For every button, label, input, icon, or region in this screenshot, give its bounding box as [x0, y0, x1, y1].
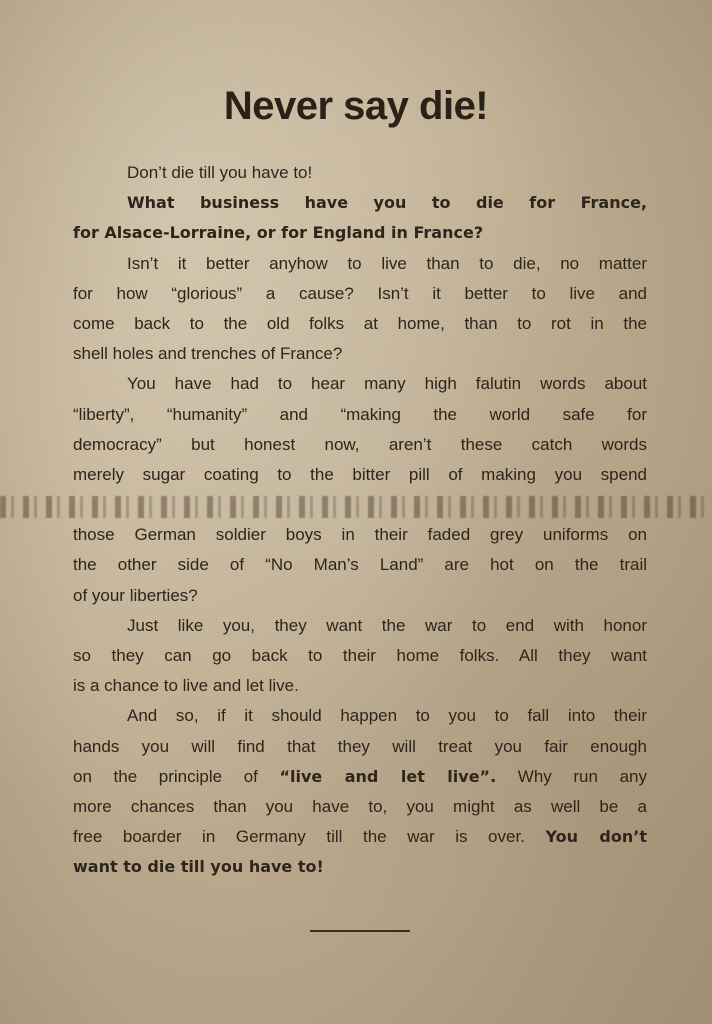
text-run: Just like you, they want the war to end with honor [127, 615, 647, 635]
text-run: shell holes and trenches of France? [73, 344, 343, 364]
text-run: on the principle of [73, 766, 280, 786]
paper-damage-strip [0, 496, 712, 518]
text-run: And so, if it should happen to you to fall into their [127, 706, 647, 726]
text-line [73, 369, 647, 399]
text-run: of your liberties? [73, 585, 198, 605]
text-line [73, 520, 647, 550]
text-line [73, 611, 647, 641]
text-run: democracy” but honest now, aren’t these catch words [73, 434, 647, 454]
text-line [73, 188, 647, 218]
text-run: You have had to hear many high falutin words about [127, 374, 647, 394]
text-run: the other side of “No Man’s Land” are hot on the trail [73, 555, 647, 575]
text-line [73, 701, 647, 731]
text-run: free boarder in Germany till the war is over. [73, 827, 546, 847]
text-run: hands you will find that they will treat you fair enough [73, 736, 647, 756]
bold-run: want to die till you have to! [73, 857, 324, 877]
text-line [73, 550, 647, 580]
bold-run: What business have you to die for France, [127, 193, 647, 213]
text-line [73, 792, 647, 822]
text-line [73, 400, 647, 430]
text-line [73, 218, 647, 248]
text-line [73, 762, 647, 792]
bold-run: for Alsace-Lorraine, or for England in France? [73, 223, 484, 243]
text-line [73, 158, 647, 188]
bold-run: “live and let live”. [279, 766, 497, 786]
text-run: is a chance to live and let live. [73, 676, 299, 696]
text-line [73, 279, 647, 309]
text-line [73, 822, 647, 852]
text-run: those German soldier boys in their faded grey uniforms on [73, 525, 647, 545]
text-run: Isn’t it better anyhow to live than to die, no matter [127, 253, 647, 273]
bold-run: You don’t [545, 827, 647, 847]
text-line [73, 852, 647, 882]
text-line [73, 641, 647, 671]
text-line [73, 309, 647, 339]
text-run: for how “glorious” a cause? Isn’t it better to live and [73, 283, 647, 303]
text-run: merely sugar coating to the bitter pill of making you spend [73, 464, 647, 484]
closing-rule [310, 930, 410, 932]
text-run: come back to the old folks at home, than to rot in the [73, 313, 647, 333]
text-run: “liberty”, “humanity” and “making the world safe for [73, 404, 647, 424]
text-run: so they can go back to their home folks. All they want [73, 646, 647, 665]
text-line [73, 249, 647, 279]
text-line [73, 671, 647, 701]
text-line [73, 339, 647, 369]
text-run: Why run any [496, 766, 647, 786]
page-title: Never say die! [223, 84, 489, 128]
text-line [73, 430, 647, 460]
body-text [73, 158, 647, 883]
text-run: Don’t die till you have to! [127, 163, 313, 182]
text-line [73, 732, 647, 762]
text-run: more chances than you have to, you might as well be a [73, 796, 647, 816]
text-line [73, 460, 647, 490]
text-line [73, 581, 647, 611]
